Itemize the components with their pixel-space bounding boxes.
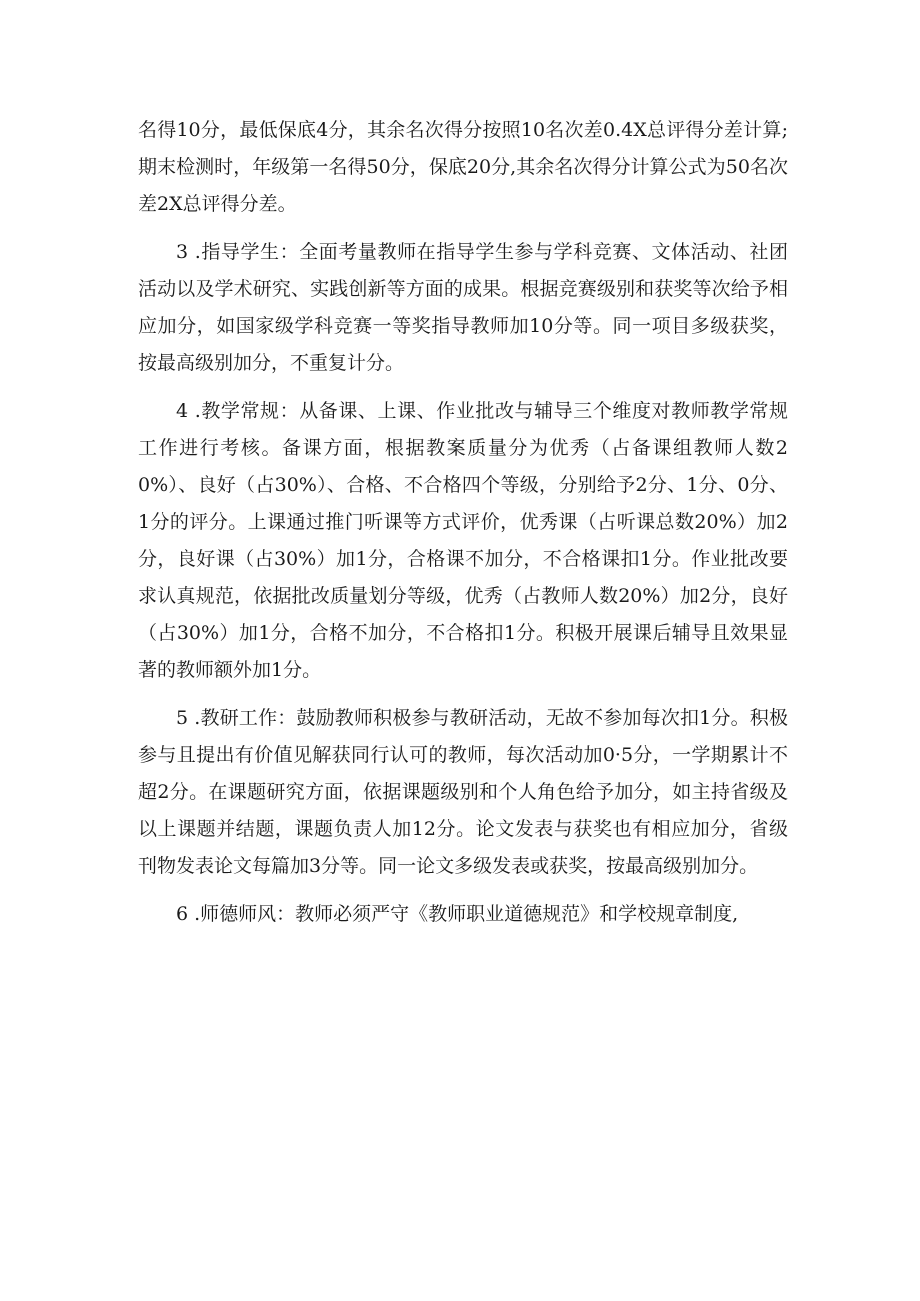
paragraph-teacher-ethics: 6 .师德师风：教师必须严守《教师职业道德规范》和学校规章制度,: [176, 903, 739, 925]
paragraph-research-work: 5 .教研工作：鼓励教师积极参与教研活动，无故不参加每次扣1分。积极参与且提出有价值见解获同行认可的教师，每次活动加0·5分，一学期累计不超2分。在课题研究方面，依据课题级别和个人角色给予加分，如主持省级及以上课题并结题，课题负责人加12分。论文发表与获奖也有相应加分，省级刊物发表论文每篇加3分等。同一论文多级发表或获奖，按最高级别加分。: [138, 707, 788, 877]
paragraph-guide-students: 3 .指导学生：全面考量教师在指导学生参与学科竞赛、文体活动、社团活动以及学术研究、实践创新等方面的成果。根据竞赛级别和获奖等次给予相应加分，如国家级学科竞赛一等奖指导教师加10分等。同一项目多级获奖，按最高级别加分，不重复计分。: [138, 241, 788, 374]
document-body: [138, 112, 788, 944]
paragraph-teaching-routine: 4 .教学常规：从备课、上课、作业批改与辅导三个维度对教师教学常规工作进行考核。备课方面，根据教案质量分为优秀（占备课组教师人数20%）、良好（占30%）、合格、不合格四个等级，分别给予2分、1分、0分、1分的评分。上课通过推门听课等方式评价，优秀课（占听课总数20%）加2分，良好课（占30%）加1分，合格课不加分，不合格课扣1分。作业批改要求认真规范，依据批改质量划分等级，优秀（占教师人数20%）加2分，良好（占30%）加1分，合格不加分，不合格扣1分。积极开展课后辅导且效果显著的教师额外加1分。: [138, 400, 788, 681]
paragraph-score-rules: 名得10分，最低保底4分，其余名次得分按照10名次差0.4X总评得分差计算;期末检测时，年级第一名得50分，保底20分,其余名次得分计算公式为50名次差2X总评得分差。: [138, 119, 788, 215]
